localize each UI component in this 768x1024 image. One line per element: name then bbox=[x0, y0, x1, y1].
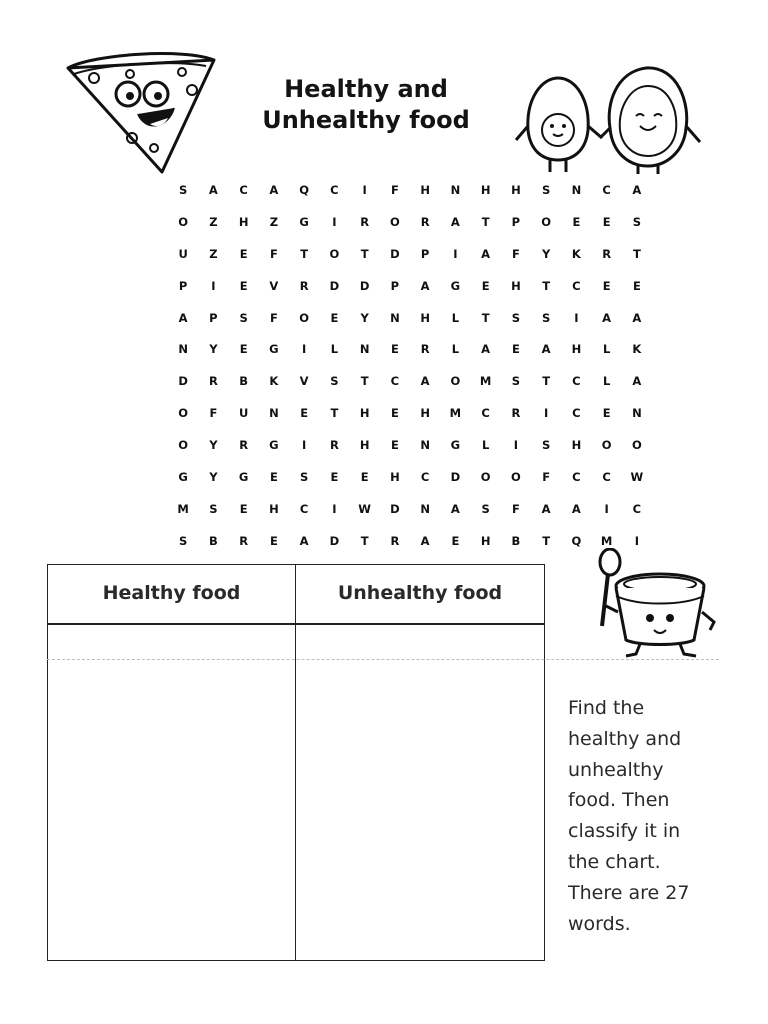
grid-letter: D bbox=[450, 469, 461, 484]
grid-letter: W bbox=[630, 469, 644, 484]
grid-letter: O bbox=[389, 214, 400, 229]
grid-letter: E bbox=[300, 406, 309, 421]
grid-letter: G bbox=[450, 438, 461, 453]
grid-letter: N bbox=[359, 342, 370, 357]
grid-letter: I bbox=[634, 533, 640, 548]
grid-letter: A bbox=[571, 501, 581, 516]
grid-letter: E bbox=[602, 278, 611, 293]
grid-letter: H bbox=[420, 406, 430, 421]
grid-letter: F bbox=[390, 182, 399, 197]
instruction-line: Find the bbox=[568, 697, 645, 719]
grid-letter: E bbox=[239, 342, 248, 357]
grid-letter: M bbox=[449, 406, 462, 421]
grid-letter: E bbox=[269, 533, 278, 548]
grid-letter: T bbox=[542, 533, 551, 548]
grid-letter: E bbox=[330, 310, 339, 325]
grid-letter: O bbox=[631, 438, 642, 453]
grid-letter: D bbox=[329, 533, 340, 548]
grid-letter: T bbox=[542, 374, 551, 389]
grid-letter: S bbox=[239, 310, 248, 325]
grid-letter: U bbox=[238, 406, 249, 421]
grid-letter: H bbox=[269, 501, 279, 516]
grid-row bbox=[168, 174, 652, 206]
grid-letter: O bbox=[329, 246, 340, 261]
grid-letter: W bbox=[358, 501, 371, 516]
grid-letter: S bbox=[481, 501, 490, 516]
grid-letter: Z bbox=[269, 214, 279, 229]
grid-letter: C bbox=[572, 406, 581, 421]
grid-letter: C bbox=[572, 374, 581, 389]
instruction-line: classify it in bbox=[568, 820, 681, 843]
grid-letter: P bbox=[511, 214, 521, 229]
grid-letter: A bbox=[602, 310, 612, 325]
grid-letter: R bbox=[360, 214, 370, 229]
page-title bbox=[240, 74, 492, 136]
grid-letter: O bbox=[510, 469, 521, 484]
grid-letter: C bbox=[632, 501, 642, 516]
grid-letter: A bbox=[420, 278, 430, 293]
grid-letter: I bbox=[301, 438, 307, 453]
grid-letter: R bbox=[329, 438, 339, 453]
grid-letter: K bbox=[632, 342, 642, 357]
grid-letter: C bbox=[330, 182, 339, 197]
grid-letter: T bbox=[542, 278, 551, 293]
grid-letter: Y bbox=[209, 438, 218, 453]
grid-letter: E bbox=[269, 469, 278, 484]
grid-letter: S bbox=[511, 310, 521, 325]
grid-letter: H bbox=[420, 182, 430, 197]
grid-letter: B bbox=[511, 533, 521, 548]
grid-letter: Y bbox=[209, 469, 218, 484]
grid-letter: E bbox=[602, 406, 611, 421]
instruction-line: food. Then bbox=[568, 789, 670, 812]
grid-letter: E bbox=[239, 501, 248, 516]
grid-letter: E bbox=[481, 278, 490, 293]
grid-letter: A bbox=[632, 182, 642, 197]
grid-letter: N bbox=[632, 406, 642, 421]
grid-letter: N bbox=[420, 501, 430, 516]
grid-row bbox=[168, 397, 652, 429]
grid-letter: A bbox=[541, 342, 551, 357]
grid-letter: R bbox=[390, 533, 400, 548]
grid-letter: E bbox=[602, 214, 611, 229]
grid-letter: T bbox=[360, 246, 369, 261]
grid-letter: T bbox=[481, 310, 490, 325]
grid-letter: T bbox=[360, 533, 369, 548]
instruction-line: There are 27 bbox=[568, 881, 690, 904]
grid-letter: S bbox=[209, 501, 218, 516]
grid-letter: D bbox=[390, 501, 400, 516]
grid-letter: C bbox=[602, 469, 611, 484]
grid-letter: S bbox=[511, 374, 521, 389]
grid-letter: B bbox=[239, 374, 248, 389]
yogurt-cup-icon bbox=[578, 548, 720, 660]
grid-letter: G bbox=[178, 469, 188, 484]
grid-letter: A bbox=[299, 533, 309, 548]
grid-letter: C bbox=[420, 469, 430, 484]
instruction-line: words. bbox=[568, 912, 631, 935]
grid-letter: I bbox=[604, 501, 609, 516]
grid-letter: O bbox=[299, 310, 310, 325]
grid-letter: S bbox=[541, 182, 551, 197]
grid-letter: P bbox=[178, 278, 188, 293]
pizza-slice-icon bbox=[64, 52, 224, 176]
grid-letter: L bbox=[451, 342, 460, 357]
grid-letter: U bbox=[178, 246, 188, 261]
grid-letter: R bbox=[420, 342, 430, 357]
grid-letter: A bbox=[208, 182, 218, 197]
grid-row bbox=[168, 238, 652, 270]
grid-letter: G bbox=[450, 278, 461, 293]
grid-letter: A bbox=[269, 182, 279, 197]
grid-letter: Z bbox=[209, 246, 218, 261]
grid-letter: H bbox=[390, 469, 400, 484]
grid-letter: D bbox=[390, 246, 400, 261]
grid-letter: E bbox=[390, 342, 399, 357]
grid-letter: O bbox=[601, 438, 612, 453]
grid-letter: D bbox=[329, 278, 340, 293]
grid-letter: S bbox=[330, 374, 339, 389]
grid-letter: S bbox=[178, 182, 188, 197]
grid-letter: R bbox=[602, 246, 612, 261]
grid-row bbox=[168, 333, 652, 365]
grid-letter: A bbox=[450, 501, 460, 516]
grid-letter: Q bbox=[299, 182, 310, 197]
grid-letter: E bbox=[572, 214, 581, 229]
grid-letter: K bbox=[269, 374, 279, 389]
grid-letter: H bbox=[359, 406, 370, 421]
instruction-line: healthy and bbox=[568, 727, 682, 750]
grid-letter: C bbox=[299, 501, 309, 516]
grid-letter: V bbox=[269, 278, 279, 293]
healthy-food-header: Healthy food bbox=[102, 582, 241, 604]
grid-letter: F bbox=[269, 310, 278, 325]
grid-letter: G bbox=[238, 469, 249, 484]
grid-letter: A bbox=[632, 310, 642, 325]
grid-letter: H bbox=[480, 182, 491, 197]
grid-row bbox=[168, 429, 652, 461]
grid-letter: H bbox=[238, 214, 249, 229]
grid-letter: E bbox=[239, 278, 248, 293]
grid-letter: F bbox=[511, 501, 520, 516]
grid-letter: H bbox=[571, 438, 582, 453]
grid-letter: R bbox=[420, 214, 430, 229]
grid-letter: L bbox=[602, 342, 611, 357]
grid-letter: L bbox=[330, 342, 339, 357]
grid-letter: N bbox=[178, 342, 188, 357]
grid-letter: D bbox=[359, 278, 370, 293]
grid-letter: S bbox=[178, 533, 188, 548]
grid-letter: Y bbox=[209, 342, 218, 357]
grid-letter: I bbox=[301, 342, 307, 357]
grid-letter: H bbox=[571, 342, 582, 357]
grid-letter: I bbox=[362, 182, 367, 197]
grid-letter: T bbox=[632, 246, 641, 261]
grid-row bbox=[168, 365, 652, 397]
instructions-text bbox=[568, 693, 718, 939]
grid-letter: N bbox=[390, 310, 400, 325]
grid-letter: H bbox=[511, 278, 521, 293]
grid-letter: O bbox=[450, 374, 461, 389]
grid-row bbox=[168, 493, 652, 525]
classification-table bbox=[47, 564, 545, 961]
grid-letter: V bbox=[299, 374, 309, 389]
grid-letter: H bbox=[359, 438, 370, 453]
grid-letter: T bbox=[300, 246, 309, 261]
grid-letter: P bbox=[209, 310, 218, 325]
header-divider bbox=[48, 623, 544, 625]
grid-letter: E bbox=[330, 469, 339, 484]
grid-letter: E bbox=[632, 278, 641, 293]
grid-row bbox=[168, 270, 652, 302]
grid-letter: C bbox=[602, 182, 611, 197]
grid-letter: C bbox=[239, 182, 248, 197]
grid-letter: A bbox=[178, 310, 188, 325]
grid-letter: B bbox=[208, 533, 218, 548]
grid-row bbox=[168, 206, 652, 238]
grid-letter: N bbox=[269, 406, 279, 421]
grid-letter: I bbox=[211, 278, 216, 293]
grid-letter: G bbox=[269, 438, 279, 453]
grid-letter: L bbox=[602, 374, 611, 389]
grid-letter: E bbox=[511, 342, 520, 357]
dashed-divider bbox=[47, 659, 719, 660]
grid-letter: R bbox=[239, 438, 249, 453]
grid-letter: E bbox=[390, 438, 399, 453]
grid-letter: C bbox=[390, 374, 400, 389]
grid-letter: C bbox=[572, 278, 581, 293]
grid-letter: F bbox=[542, 469, 551, 484]
title-line-2: Unhealthy food bbox=[262, 106, 470, 134]
grid-letter: N bbox=[571, 182, 582, 197]
grid-letter: I bbox=[543, 406, 549, 421]
grid-letter: Y bbox=[541, 246, 551, 261]
grid-letter: F bbox=[511, 246, 520, 261]
grid-letter: R bbox=[511, 406, 521, 421]
unhealthy-food-header: Unhealthy food bbox=[337, 582, 503, 604]
grid-letter: O bbox=[541, 214, 552, 229]
grid-letter: E bbox=[360, 469, 369, 484]
grid-letter: I bbox=[513, 438, 519, 453]
grid-letter: A bbox=[450, 214, 460, 229]
grid-letter: E bbox=[239, 246, 248, 261]
grid-row bbox=[168, 302, 652, 334]
grid-letter: M bbox=[600, 533, 613, 548]
grid-letter: O bbox=[480, 469, 491, 484]
grid-letter: O bbox=[178, 214, 189, 229]
grid-letter: G bbox=[299, 214, 309, 229]
grid-letter: S bbox=[299, 469, 309, 484]
grid-letter: F bbox=[209, 406, 218, 421]
grid-letter: F bbox=[269, 246, 278, 261]
word-search-grid bbox=[168, 174, 652, 557]
grid-letter: I bbox=[453, 246, 458, 261]
grid-letter: N bbox=[450, 182, 461, 197]
grid-letter: M bbox=[177, 501, 189, 516]
grid-letter: E bbox=[390, 406, 399, 421]
grid-letter: H bbox=[420, 310, 430, 325]
grid-letter: Y bbox=[360, 310, 369, 325]
title-line-1: Healthy and bbox=[284, 75, 448, 103]
grid-letter: T bbox=[481, 214, 490, 229]
grid-letter: T bbox=[360, 374, 369, 389]
grid-letter: H bbox=[511, 182, 521, 197]
grid-letter: S bbox=[541, 438, 551, 453]
grid-letter: I bbox=[332, 214, 337, 229]
grid-letter: L bbox=[481, 438, 490, 453]
grid-letter: O bbox=[178, 438, 189, 453]
grid-letter: A bbox=[632, 374, 642, 389]
grid-letter: N bbox=[420, 438, 430, 453]
grid-letter: A bbox=[541, 501, 551, 516]
grid-letter: M bbox=[479, 374, 492, 389]
grid-letter: R bbox=[208, 374, 218, 389]
grid-letter: E bbox=[451, 533, 460, 548]
grid-letter: I bbox=[332, 501, 337, 516]
grid-letter: O bbox=[178, 406, 189, 421]
grid-letter: P bbox=[390, 278, 400, 293]
grid-letter: R bbox=[239, 533, 249, 548]
grid-letter: Q bbox=[571, 533, 582, 548]
grid-letter: L bbox=[451, 310, 460, 325]
grid-letter: D bbox=[178, 374, 188, 389]
grid-letter: Z bbox=[209, 214, 218, 229]
grid-letter: C bbox=[481, 406, 490, 421]
grid-letter: S bbox=[541, 310, 551, 325]
grid-letter: K bbox=[571, 246, 581, 261]
instruction-line: unhealthy bbox=[568, 758, 664, 781]
grid-letter: A bbox=[481, 246, 491, 261]
instruction-line: the chart. bbox=[568, 850, 661, 873]
egg-and-avocado-icon bbox=[506, 64, 706, 176]
grid-letter: T bbox=[330, 406, 339, 421]
grid-letter: A bbox=[420, 533, 430, 548]
grid-letter: I bbox=[574, 310, 579, 325]
grid-row bbox=[168, 461, 652, 493]
grid-letter: G bbox=[269, 342, 279, 357]
grid-letter: S bbox=[632, 214, 642, 229]
grid-letter: A bbox=[420, 374, 430, 389]
grid-letter: R bbox=[299, 278, 309, 293]
grid-letter: P bbox=[420, 246, 430, 261]
grid-letter: H bbox=[480, 533, 491, 548]
grid-letter: A bbox=[481, 342, 491, 357]
grid-letter: C bbox=[572, 469, 581, 484]
